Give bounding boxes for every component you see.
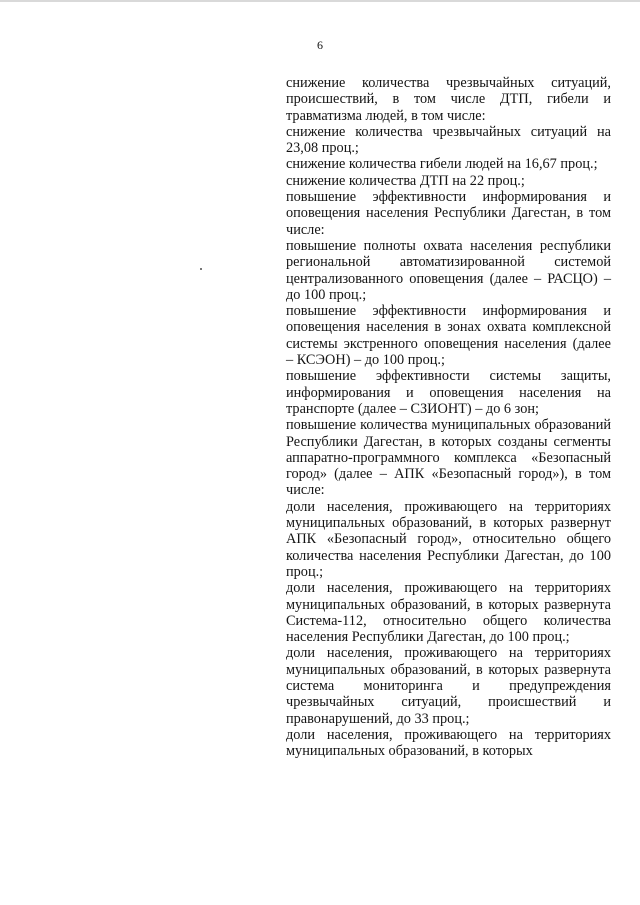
- paragraph: доли населения, проживающего на территориях муниципальных образований, в которых развернут АПК «Безопасный город», относительно общего количества населения Республики Дагестан, до 100 проц.;: [286, 498, 611, 580]
- paragraph: повышение количества муниципальных образований Республики Дагестан, в которых созданы сегменты аппаратно-программного комплекса «Безопасный город» (далее – АПК «Безопасный город»), в том числе:: [286, 417, 611, 499]
- document-body: [286, 75, 611, 759]
- paragraph: снижение количества ДТП на 22 проц.;: [286, 172, 525, 189]
- paragraph: повышение эффективности системы защиты, информирования и оповещения населения на транспорте (далее – СЗИОНТ) – до 6 зон;: [286, 368, 611, 417]
- paragraph: повышение эффективности информирования и оповещения населения в зонах охвата комплексной системы экстренного оповещения населения (далее – КСЭОН) – до 100 проц.;: [286, 303, 611, 369]
- paragraph: доли населения, проживающего на территориях муниципальных образований, в которых: [286, 726, 611, 760]
- scan-speck: [200, 268, 202, 270]
- page-number: 6: [317, 38, 323, 52]
- paragraph: снижение количества чрезвычайных ситуаций, происшествий, в том числе ДТП, гибели и травматизма людей, в том числе:: [286, 75, 611, 124]
- scan-edge-line: [0, 0, 640, 2]
- paragraph: снижение количества чрезвычайных ситуаций на 23,08 проц.;: [286, 123, 611, 157]
- paragraph: повышение полноты охвата населения республики региональной автоматизированной системой централизованного оповещения (далее – РАСЦО) – до 100 проц.;: [286, 237, 611, 303]
- paragraph: доли населения, проживающего на территориях муниципальных образований, в которых развернута Система-112, относительно общего количества населения Республики Дагестан, до 100 проц.;: [286, 580, 611, 646]
- paragraph: доли населения, проживающего на территориях муниципальных образований, в которых развернута система мониторинга и предупреждения чрезвычайных ситуаций, происшествий и правонарушений, до 33 проц.;: [286, 645, 611, 727]
- paragraph: повышение эффективности информирования и оповещения населения Республики Дагестан, в том числе:: [286, 189, 611, 238]
- paragraph: снижение количества гибели людей на 16,67 проц.;: [286, 156, 598, 173]
